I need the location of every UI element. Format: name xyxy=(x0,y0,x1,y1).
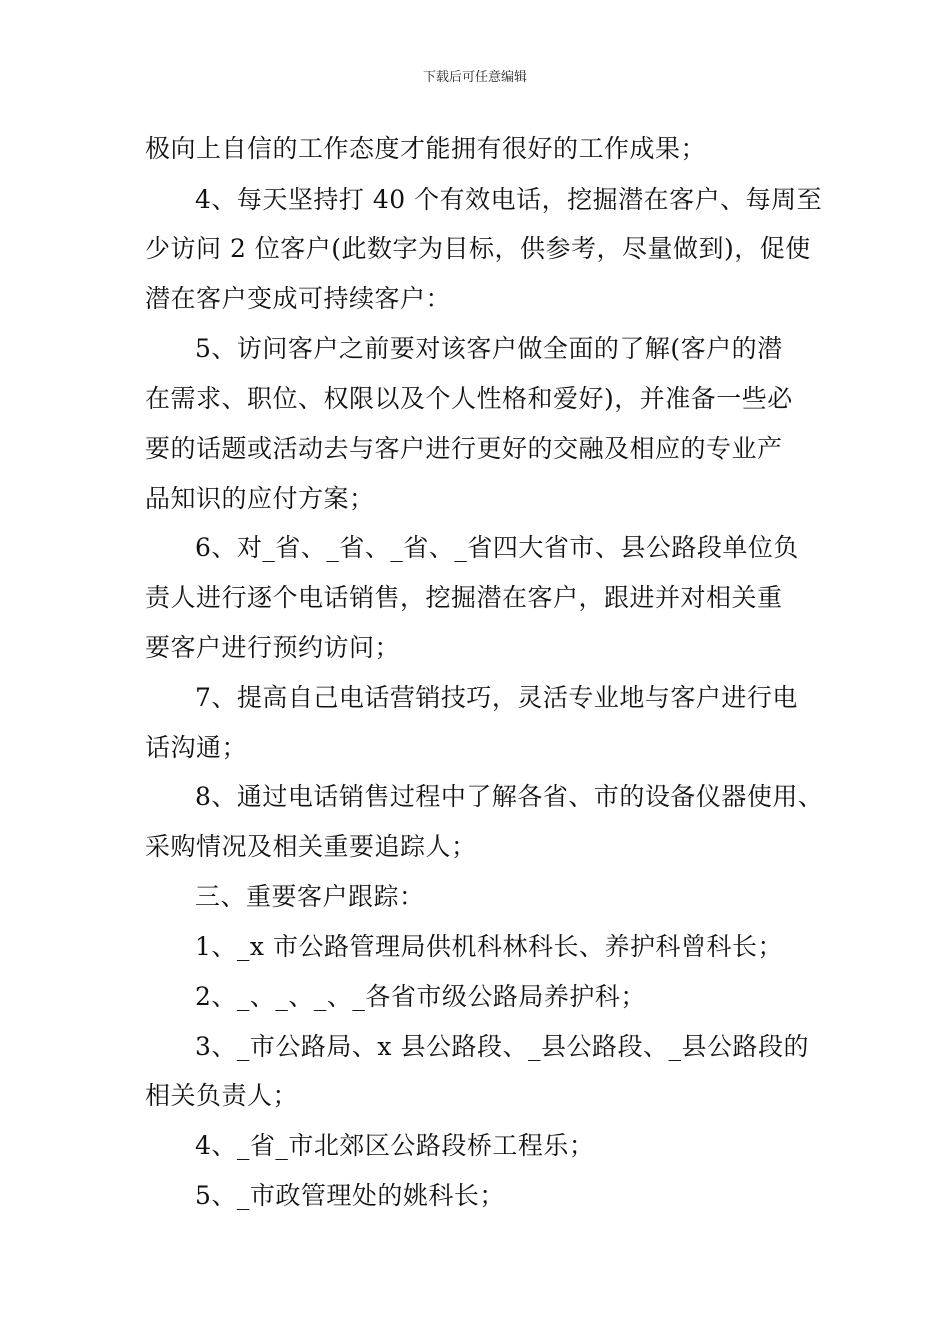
text-line: 潜在客户变成可持续客户： xyxy=(145,284,452,313)
text-line: 6、对_省、_省、_省、_省四大省市、县公路段单位负 xyxy=(195,533,799,562)
text-line: 2、_、_、_、_各省市级公路局养护科； xyxy=(195,982,646,1011)
text-line: 1、_x 市公路管理局供机科林科长、养护科曾科长； xyxy=(195,932,783,961)
text-line: 话沟通； xyxy=(145,733,248,762)
text-line: 采购情况及相关重要追踪人； xyxy=(145,832,477,861)
text-line: 极向上自信的工作态度才能拥有很好的工作成果； xyxy=(145,134,707,163)
text-line: 7、提高自己电话营销技巧，灵活专业地与客户进行电 xyxy=(195,683,798,712)
text-line: 在需求、职位、权限以及个人性格和爱好)，并准备一些必 xyxy=(145,384,793,413)
text-line: 要的话题或活动去与客户进行更好的交融及相应的专业产 xyxy=(145,434,783,463)
page-header: 下载后可任意编辑 xyxy=(422,70,527,85)
section-heading: 三、重要客户跟踪： xyxy=(195,882,425,911)
text-line: 少访问 2 位客户(此数字为目标，供参考，尽量做到)，促使 xyxy=(145,234,811,263)
text-line: 4、_省_市北郊区公路段桥工程乐； xyxy=(195,1131,595,1160)
text-line: 要客户进行预约访问； xyxy=(145,633,401,662)
text-line: 责人进行逐个电话销售，挖掘潜在客户，跟进并对相关重 xyxy=(145,583,783,612)
text-line: 5、_市政管理处的姚科长； xyxy=(195,1181,505,1210)
text-line: 相关负责人； xyxy=(145,1081,299,1110)
text-line: 8、通过电话销售过程中了解各省、市的设备仪器使用、 xyxy=(195,782,824,811)
text-line: 5、访问客户之前要对该客户做全面的了解(客户的潜 xyxy=(195,334,783,363)
text-line: 4、每天坚持打 40 个有效电话，挖掘潜在客户、每周至 xyxy=(195,185,823,214)
text-line: 3、_市公路局、x 县公路段、_县公路段、_县公路段的 xyxy=(195,1032,809,1061)
text-line: 品知识的应付方案； xyxy=(145,484,375,513)
